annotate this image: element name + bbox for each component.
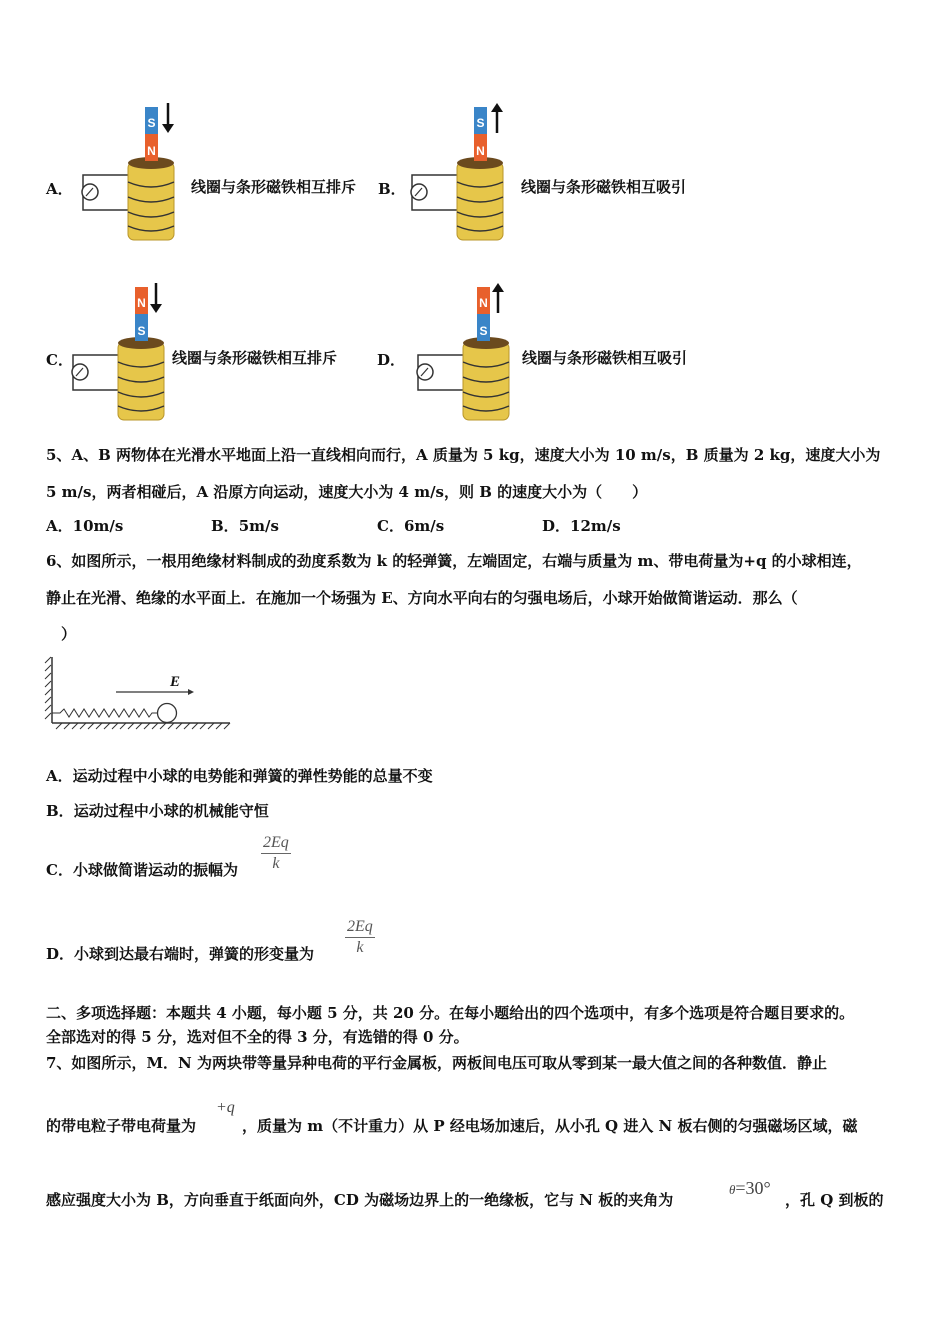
magnet-top-pole: S (147, 116, 156, 130)
q6-line-3: ） (46, 625, 77, 643)
q5-line-2: 5 m/s，两者相碰后，A 沿原方向运动，速度大小为 4 m/s，则 B 的速度大小为（ ） (46, 483, 648, 501)
option-d-letter: D． (377, 351, 406, 369)
magnet-bottom-pole: S (137, 324, 146, 338)
angle-expression (729, 1178, 771, 1199)
q5-option-d: D．12m/s (542, 517, 621, 535)
option-c-fraction (261, 834, 291, 873)
q6-line-2: 静止在光滑、绝缘的水平面上．在施加一个场强为 E、方向水平向右的匀强电场后，小球开始做简谐运动．那么（ (46, 589, 798, 607)
magnet-top-pole: N (137, 296, 146, 310)
q5-option-b: B．5m/s (211, 517, 279, 535)
section-2-line-1: 二、多项选择题：本题共 4 小题，每小题 5 分，共 20 分。在每小题给出的四个选项中，有多个选项是符合题目要求的。 (46, 1004, 855, 1022)
q5-option-a: A．10m/s (46, 517, 124, 535)
fraction-denominator: k (272, 855, 280, 872)
q7-line-2-pre: 的带电粒子带电荷量为 (46, 1117, 197, 1135)
magnet-bottom-pole: N (147, 144, 156, 158)
coil-magnet-figure-d (413, 280, 523, 425)
fraction-numerator: 2Eq (261, 834, 291, 854)
q6-option-a: A．运动过程中小球的电势能和弹簧的弹性势能的总量不变 (46, 767, 433, 785)
coil-magnet-figure-c (68, 280, 178, 425)
q7-line-3-post: ，孔 Q 到板的 (785, 1191, 884, 1209)
arrow-down-icon (162, 124, 174, 133)
angle-value: =30° (735, 1178, 771, 1198)
q5-line-1: 5、A、B 两物体在光滑水平地面上沿一直线相向而行，A 质量为 5 kg，速度大小为 10 m/s，B 质量为 2 kg，速度大小为 (46, 446, 881, 464)
q6-line-1: 6、如图所示，一根用绝缘材料制成的劲度系数为 k 的轻弹簧，左端固定，右端与质量为 m、带电荷量为+q 的小球相连， (46, 552, 862, 570)
arrow-up-icon (492, 283, 504, 292)
q5-option-c: C．6m/s (377, 517, 445, 535)
spring-ball-figure (44, 655, 234, 730)
field-label: E (170, 674, 181, 690)
arrow-right-icon (188, 689, 194, 695)
option-c-text: 线圈与条形磁铁相互排斥 (172, 349, 338, 367)
magnet-bottom-pole: N (476, 144, 485, 158)
fraction-denominator: k (356, 939, 364, 956)
section-2-line-2: 全部选对的得 5 分，选对但不全的得 3 分，有选错的得 0 分。 (46, 1028, 469, 1046)
magnet-bottom-pole: S (479, 324, 488, 338)
option-a-text: 线圈与条形磁铁相互排斥 (191, 178, 357, 196)
magnet-top-pole: S (476, 116, 485, 130)
arrow-up-icon (491, 103, 503, 112)
option-d-text: 线圈与条形磁铁相互吸引 (522, 349, 688, 367)
ball-icon (158, 704, 177, 723)
coil-magnet-figure-b (407, 100, 517, 245)
magnet-top-pole: N (479, 296, 488, 310)
option-b-text: 线圈与条形磁铁相互吸引 (521, 178, 687, 196)
charge-symbol: +q (216, 1099, 235, 1116)
q6-option-b: B．运动过程中小球的机械能守恒 (46, 802, 269, 820)
q6-option-d: D．小球到达最右端时，弹簧的形变量为 (46, 945, 315, 963)
fraction-numerator: 2Eq (345, 918, 375, 938)
theta-symbol: θ (729, 1182, 736, 1197)
q7-line-3-pre: 感应强度大小为 B，方向垂直于纸面向外，CD 为磁场边界上的一绝缘板，它与 N 板的夹角为 (46, 1191, 674, 1209)
option-c-letter: C． (46, 351, 73, 369)
q6-option-c: C．小球做简谐运动的振幅为 (46, 861, 238, 879)
q7-line-1: 7、如图所示，M．N 为两块带等量异种电荷的平行金属板，两板间电压可取从零到某一最大值之间的各种数值．静止 (46, 1054, 827, 1072)
option-d-fraction (345, 918, 375, 957)
arrow-down-icon (150, 304, 162, 313)
option-b-letter: B． (378, 180, 406, 198)
coil-magnet-figure-a (78, 100, 188, 245)
option-a-letter: A． (46, 180, 73, 198)
q7-line-2-post: ，质量为 m（不计重力）从 P 经电场加速后，从小孔 Q 进入 N 板右侧的匀强磁场区域，磁 (242, 1117, 858, 1135)
